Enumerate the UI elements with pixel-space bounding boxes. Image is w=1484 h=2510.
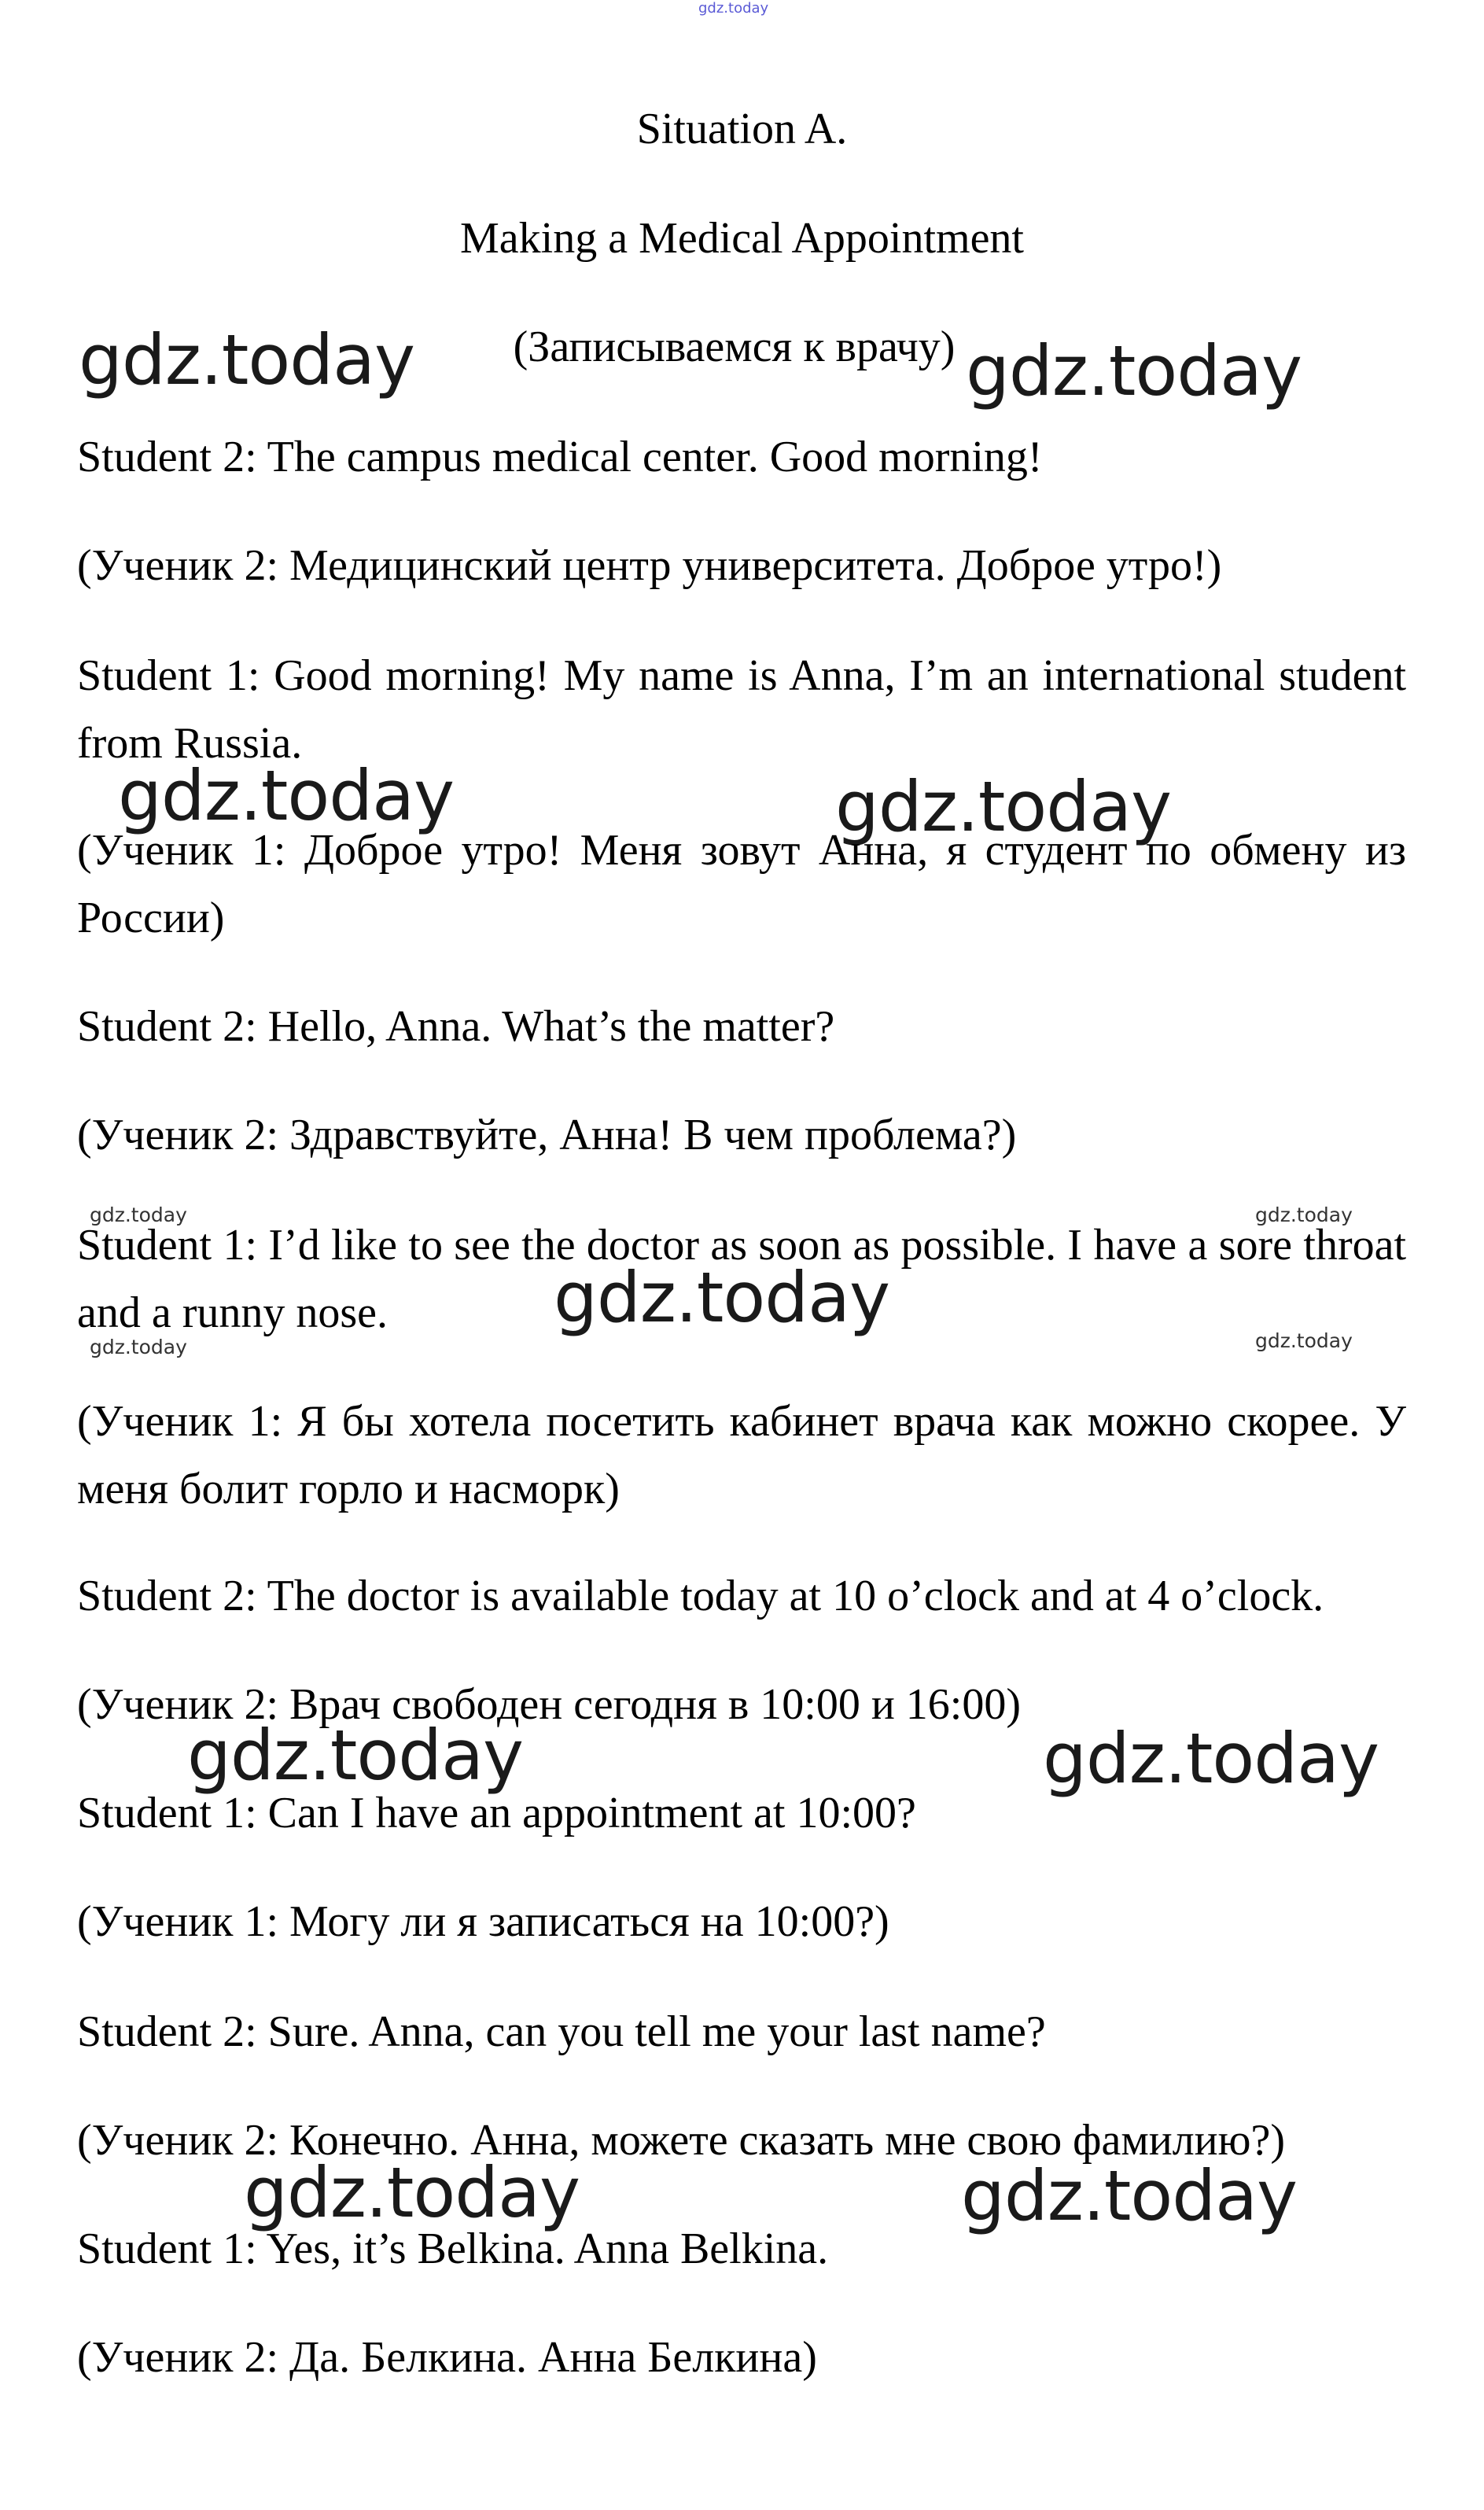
dialogue-line: (Ученик 2: Конечно. Анна, можете сказать мне свою фамилию?): [77, 2116, 1285, 2165]
dialogue-line: Student 2: The campus medical center. Good morning!: [77, 433, 1043, 481]
situation-heading: Situation A.: [636, 105, 848, 153]
dialogue-line: Student 2: Sure. Anna, can you tell me your last name?: [77, 2007, 1046, 2056]
watermark: gdz.today: [244, 2152, 580, 2233]
watermark: gdz.today: [966, 330, 1302, 411]
document-subtitle: (Записываемся к врачу): [513, 323, 956, 371]
dialogue-line: Student 1: Can I have an appointment at 10:00?: [77, 1789, 916, 1837]
watermark: gdz.today: [90, 1203, 187, 1226]
watermark: gdz.today: [118, 755, 455, 836]
dialogue-line: Student 1: Good morning! My name is Anna, I’m an international student from Russia.: [77, 651, 1406, 768]
watermark: gdz.today: [835, 766, 1172, 847]
dialogue-line: (Ученик 1: Я бы хотела посетить кабинет врача как можно скорее. У меня болит горло и насморк): [77, 1397, 1406, 1513]
watermark: gdz.today: [1255, 1329, 1353, 1352]
watermark-top: gdz.today: [698, 0, 769, 17]
watermark: gdz.today: [90, 1336, 187, 1358]
watermark: gdz.today: [187, 1715, 524, 1796]
dialogue-line: (Ученик 1: Доброе утро! Меня зовут Анна, я студент по обмену из России): [77, 826, 1406, 942]
dialogue-line: Student 2: The doctor is available today at 10 o’clock and at 4 o’clock.: [77, 1572, 1324, 1620]
watermark: gdz.today: [1255, 1203, 1353, 1226]
watermark: gdz.today: [961, 2155, 1298, 2236]
dialogue-line: (Ученик 1: Могу ли я записаться на 10:00?): [77, 1897, 889, 1946]
watermark: gdz.today: [554, 1257, 890, 1338]
dialogue-line: (Ученик 2: Да. Белкина. Анна Белкина): [77, 2333, 817, 2382]
dialogue-line: (Ученик 2: Медицинский центр университета. Доброе утро!): [77, 541, 1222, 590]
dialogue-line: Student 2: Hello, Anna. What’s the matter?: [77, 1002, 835, 1051]
dialogue-line: Student 1: I’d like to see the doctor as soon as possible. I have a sore throat and a runny nose.: [77, 1221, 1406, 1337]
watermark: gdz.today: [1043, 1718, 1379, 1799]
dialogue-line: Student 1: Yes, it’s Belkina. Anna Belkina.: [77, 2224, 829, 2273]
dialogue-line: (Ученик 2: Врач свободен сегодня в 10:00 и 16:00): [77, 1680, 1022, 1729]
dialogue-line: (Ученик 2: Здравствуйте, Анна! В чем проблема?): [77, 1111, 1017, 1159]
document-title: Making a Medical Appointment: [460, 214, 1024, 263]
watermark: gdz.today: [79, 319, 415, 400]
